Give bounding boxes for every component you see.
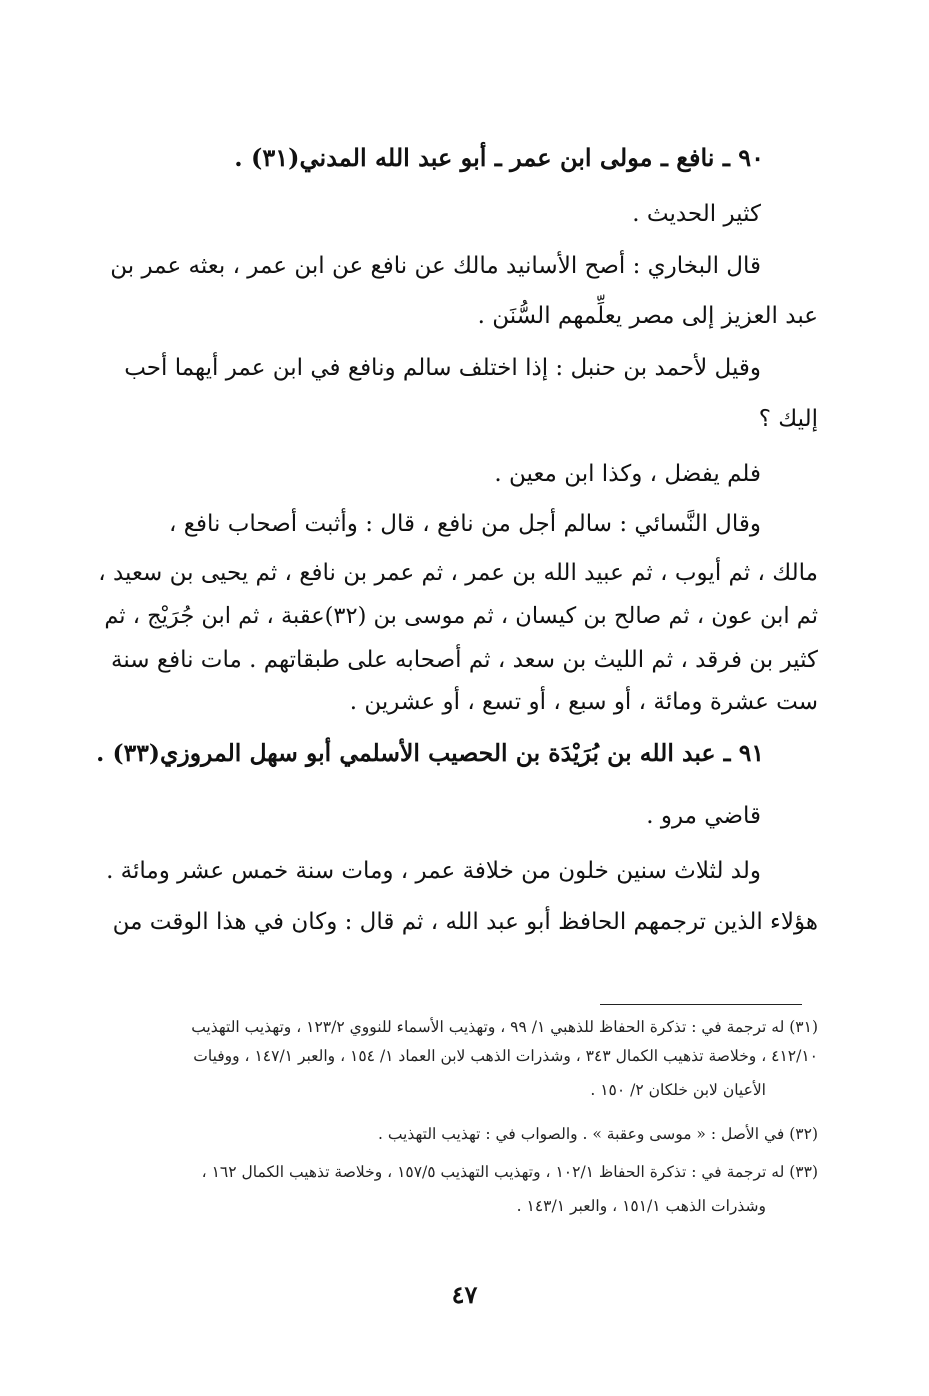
footnote-33-line: وشذرات الذهب ١٥١/١ ، والعبر ١٤٣/١ . bbox=[516, 1197, 766, 1215]
footnote-separator bbox=[600, 1004, 802, 1005]
body-line: قال البخاري : أصح الأسانيد مالك عن نافع عن ابن عمر ، بعثه عمر بن bbox=[110, 253, 761, 279]
body-line: ست عشرة ومائة ، أو سبع ، أو تسع ، أو عشرين . bbox=[349, 689, 818, 715]
footnote-31-line: (٣١) له ترجمة في : تذكرة الحفاظ للذهبي ١/ ٩٩ ، وتهذيب الأسماء للنووي ١٢٣/٢ ، وتهذيب التهذيب bbox=[191, 1018, 818, 1036]
footnote-32: (٣٢) في الأصل : « موسى وعقبة » . والصواب في : تهذيب التهذيب . bbox=[377, 1125, 818, 1143]
page-number: ٤٧ bbox=[451, 1280, 478, 1309]
entry-heading-91: ٩١ ـ عبد الله بن بُرَيْدَة بن الحصيب الأسلمي أبو سهل المروزي(٣٣) . bbox=[96, 739, 764, 767]
body-line: مالك ، ثم أيوب ، ثم عبيد الله بن عمر ، ثم عمر بن نافع ، ثم يحيى بن سعيد ، bbox=[98, 560, 818, 586]
body-line: كثير بن فرقد ، ثم الليث بن سعد ، ثم أصحابه على طبقاتهم . مات نافع سنة bbox=[110, 647, 818, 673]
body-line: إليك ؟ bbox=[758, 406, 818, 432]
body-line: ولد لثلاث سنين خلون من خلافة عمر ، ومات سنة خمس عشر ومائة . bbox=[106, 858, 761, 884]
body-line: كثير الحديث . bbox=[632, 201, 761, 227]
footnote-33-line: (٣٣) له ترجمة في : تذكرة الحفاظ ١٠٢/١ ، وتهذيب التهذيب ١٥٧/٥ ، وخلاصة تذهيب الكمال ١٦٢ ، bbox=[201, 1163, 818, 1181]
entry-heading-90: ٩٠ ـ نافع ـ مولى ابن عمر ـ أبو عبد الله المدني(٣١) . bbox=[234, 143, 764, 172]
footnote-31-line: الأعيان لابن خلكان ٢/ ١٥٠ . bbox=[590, 1081, 766, 1099]
body-line: قاضي مرو . bbox=[646, 803, 761, 829]
footnote-31-line: ٤١٢/١٠ ، وخلاصة تذهيب الكمال ٣٤٣ ، وشذرات الذهب لابن العماد ١/ ١٥٤ ، والعبر ١٤٧/١ ، ووفيات bbox=[193, 1047, 818, 1065]
body-line: فلم يفضل ، وكذا ابن معين . bbox=[494, 461, 761, 487]
body-line: وقيل لأحمد بن حنبل : إذا اختلف سالم ونافع في ابن عمر أيهما أحب bbox=[124, 355, 761, 381]
body-line: عبد العزيز إلى مصر يعلِّمهم السُّنَن . bbox=[477, 303, 818, 329]
body-line: وقال النَّسائي : سالم أجل من نافع ، قال : وأثبت أصحاب نافع ، bbox=[169, 511, 761, 537]
body-line: هؤلاء الذين ترجمهم الحافظ أبو عبد الله ، ثم قال : وكان في هذا الوقت من bbox=[112, 909, 818, 935]
body-line: ثم ابن عون ، ثم صالح بن كيسان ، ثم موسى بن (٣٢)عقبة ، ثم ابن جُرَيْج ، ثم bbox=[104, 603, 818, 629]
